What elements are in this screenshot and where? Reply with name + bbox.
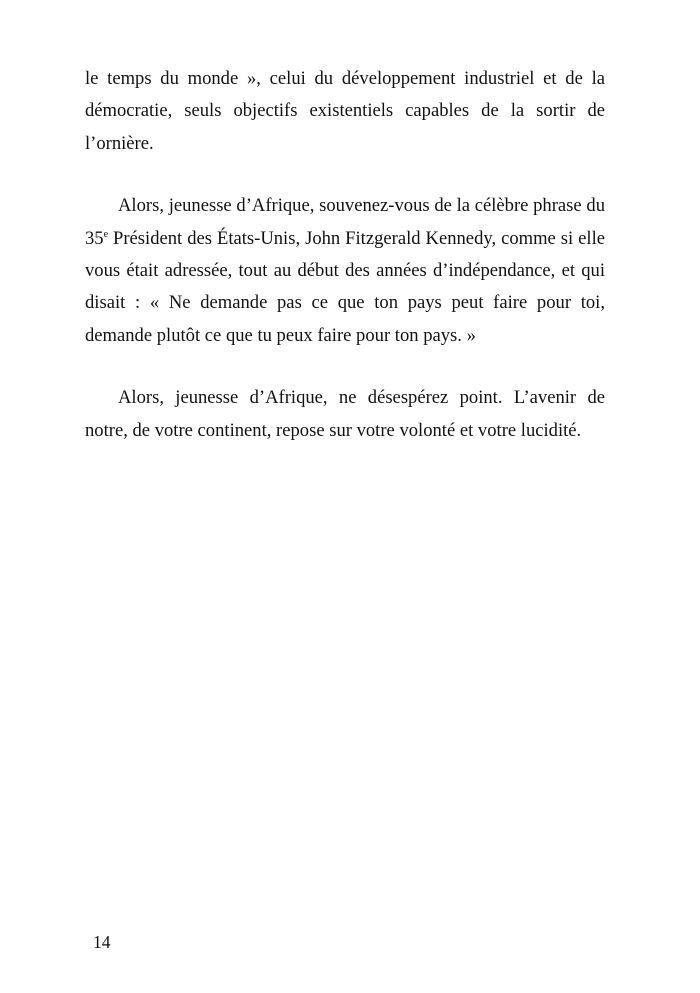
paragraph-2-rest: Président des États-Unis, John Fitzgerald Kennedy, comme si elle vous était adressée, tout au début des années d’indépendance, et qui disait : « Ne demande pas ce que ton pays peut faire pour toi, demande plutôt ce que tu peux faire pour ton pays. » [85,227,605,346]
paragraph-1: le temps du monde », celui du développement industriel et de la démocratie, seuls objectifs existentiels capables de la sortir de l’ornière. [85,68,605,154]
paragraph-2-lead: Alors, jeunesse d’Afrique, souvenez-vous de la célèbre phrase du 35 [85,195,605,249]
paragraph-2 [85,190,605,352]
paragraph-gap [85,160,605,190]
body-text [85,63,605,447]
paragraph-gap [85,352,605,382]
ordinal-superscript: e [103,228,109,240]
page-number: 14 [93,932,111,952]
paragraph-3: Alors, jeunesse d’Afrique, ne désespérez point. L’avenir de notre, de votre continent, repose sur votre volonté et votre lucidité. [85,387,605,441]
